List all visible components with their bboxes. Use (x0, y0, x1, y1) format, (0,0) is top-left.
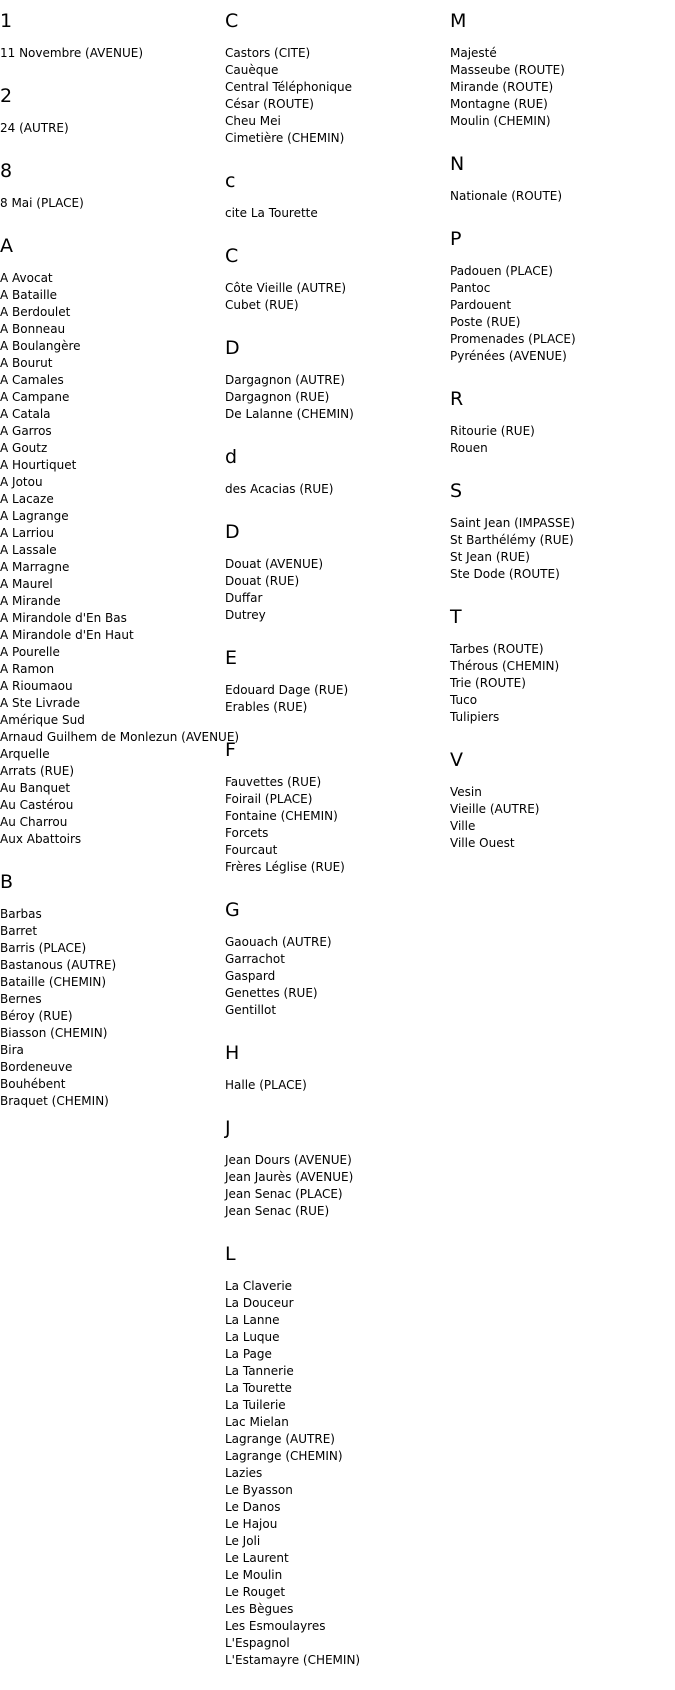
street-item[interactable]: Majesté (450, 46, 497, 60)
street-item[interactable]: Tuco (450, 693, 478, 707)
street-item[interactable]: Cauèque (225, 63, 279, 77)
street-list (225, 280, 437, 314)
letter-group (450, 8, 662, 130)
street-item[interactable]: Bernes (0, 992, 42, 1006)
street-item[interactable]: Ste Dode (ROUTE) (450, 567, 560, 581)
letter-heading: c (225, 170, 236, 192)
street-item[interactable]: Barbas (0, 907, 42, 921)
street-item[interactable]: Gaouach (AUTRE) (225, 935, 332, 949)
street-item[interactable]: Jean Dours (AVENUE) (225, 1153, 352, 1167)
street-item[interactable]: La Tannerie (225, 1364, 294, 1378)
street-item[interactable]: A Lacaze (0, 492, 54, 506)
street-item[interactable]: Ville (450, 819, 476, 833)
letter-group (450, 386, 662, 457)
letter-group (0, 233, 240, 848)
street-item[interactable]: Pardouent (450, 298, 512, 312)
street-item[interactable]: Barris (PLACE) (0, 941, 87, 955)
letter-heading: D (225, 521, 240, 543)
street-list (450, 784, 662, 852)
letter-heading: P (450, 228, 462, 250)
street-item[interactable]: A Rioumaou (0, 679, 73, 693)
street-item[interactable]: Cimetière (CHEMIN) (225, 131, 345, 145)
street-item[interactable]: Le Danos (225, 1500, 281, 1514)
letter-heading: T (450, 606, 462, 628)
letter-heading: G (225, 899, 240, 921)
letter-group (0, 83, 212, 137)
street-item[interactable]: Au Banquet (0, 781, 71, 795)
street-column-2 (225, 8, 437, 1690)
street-item[interactable]: A Marragne (0, 560, 70, 574)
street-item[interactable]: A Camales (0, 373, 64, 387)
street-list (225, 45, 437, 147)
letter-heading: F (225, 739, 236, 761)
letter-group (225, 243, 437, 314)
letter-heading: V (450, 749, 463, 771)
street-item[interactable]: Central Téléphonique (225, 80, 353, 94)
street-item[interactable]: Bordeneuve (0, 1060, 73, 1074)
street-item[interactable]: Moulin (CHEMIN) (450, 114, 551, 128)
street-list (0, 906, 212, 1110)
letter-heading: C (225, 245, 239, 267)
street-item[interactable]: A Ramon (0, 662, 55, 676)
street-item[interactable]: Biasson (CHEMIN) (0, 1026, 108, 1040)
street-list (225, 205, 437, 222)
street-item[interactable]: A Hourtiquet (0, 458, 77, 472)
street-item[interactable]: Foirail (PLACE) (225, 792, 313, 806)
street-item[interactable]: A Maurel (0, 577, 53, 591)
street-item[interactable]: A Boulangère (0, 339, 81, 353)
street-item[interactable]: Lagrange (AUTRE) (225, 1432, 335, 1446)
letter-heading: 2 (0, 85, 13, 107)
street-list (0, 45, 212, 62)
street-item[interactable]: A Jotou (0, 475, 43, 489)
letter-heading: N (450, 153, 465, 175)
street-item[interactable]: A Catala (0, 407, 51, 421)
street-item[interactable]: La Tourette (225, 1381, 292, 1395)
street-list (0, 120, 212, 137)
street-item[interactable]: Cubet (RUE) (225, 298, 299, 312)
street-item[interactable]: Les Esmoulayres (225, 1619, 326, 1633)
street-item[interactable]: Le Byasson (225, 1483, 293, 1497)
street-list (225, 556, 437, 624)
street-item[interactable]: Dargagnon (RUE) (225, 390, 330, 404)
street-item[interactable]: Lac Mielan (225, 1415, 289, 1429)
letter-group (0, 8, 212, 62)
street-item[interactable]: Les Bègues (225, 1602, 294, 1616)
street-item[interactable]: Masseube (ROUTE) (450, 63, 565, 77)
letter-group (0, 158, 212, 212)
street-item[interactable]: A Ste Livrade (0, 696, 80, 710)
street-item[interactable]: A Bataille (0, 288, 58, 302)
street-item[interactable]: Fontaine (CHEMIN) (225, 809, 338, 823)
street-item[interactable]: A Pourelle (0, 645, 60, 659)
street-column-1 (0, 8, 240, 1131)
street-item[interactable]: St Barthélémy (RUE) (450, 533, 574, 547)
street-item[interactable]: A Mirande (0, 594, 61, 608)
street-item[interactable]: Amérique Sud (0, 713, 85, 727)
street-item[interactable]: De Lalanne (CHEMIN) (225, 407, 354, 421)
street-item[interactable]: A Bourut (0, 356, 53, 370)
letter-group (225, 168, 437, 222)
street-item[interactable]: A Larriou (0, 526, 54, 540)
street-column-3 (450, 8, 662, 873)
letter-group (225, 1241, 437, 1669)
street-item[interactable]: Le Hajou (225, 1517, 278, 1531)
street-item[interactable]: Vieille (AUTRE) (450, 802, 540, 816)
street-item[interactable]: Barret (0, 924, 38, 938)
street-list (0, 270, 240, 848)
street-list (450, 641, 662, 726)
street-item[interactable]: Fourcaut (225, 843, 278, 857)
street-item[interactable]: A Campane (0, 390, 70, 404)
street-list (225, 481, 437, 498)
letter-group (225, 8, 437, 147)
street-item[interactable]: 11 Novembre (AVENUE) (0, 46, 143, 60)
letter-heading: E (225, 647, 238, 669)
street-item[interactable]: Thérous (CHEMIN) (450, 659, 560, 673)
letter-heading: A (0, 235, 13, 257)
letter-group (450, 226, 662, 365)
street-item[interactable]: cite La Tourette (225, 206, 318, 220)
street-item[interactable]: Ritourie (RUE) (450, 424, 535, 438)
street-item[interactable]: Jean Senac (RUE) (225, 1204, 330, 1218)
street-item[interactable]: A Mirandole d'En Bas (0, 611, 127, 625)
letter-group (225, 645, 437, 716)
street-item[interactable]: Braquet (CHEMIN) (0, 1094, 109, 1108)
letter-heading: H (225, 1042, 240, 1064)
letter-group (225, 1115, 437, 1220)
street-item[interactable]: Vesin (450, 785, 482, 799)
street-list (225, 774, 437, 876)
street-item[interactable]: L'Espagnol (225, 1636, 290, 1650)
street-item[interactable]: Jean Jaurès (AVENUE) (225, 1170, 354, 1184)
street-item[interactable]: A Mirandole d'En Haut (0, 628, 134, 642)
letter-heading: 1 (0, 10, 13, 32)
street-item[interactable]: Frères Léglise (RUE) (225, 860, 345, 874)
street-item[interactable]: Garrachot (225, 952, 285, 966)
street-item[interactable]: St Jean (RUE) (450, 550, 530, 564)
street-item[interactable]: Aux Abattoirs (0, 832, 82, 846)
street-list (450, 263, 662, 365)
street-item[interactable]: Lagrange (CHEMIN) (225, 1449, 343, 1463)
letter-group (225, 897, 437, 1019)
street-item[interactable]: Dargagnon (AUTRE) (225, 373, 345, 387)
street-list (450, 515, 662, 583)
street-item[interactable]: des Acacias (RUE) (225, 482, 334, 496)
street-list (450, 423, 662, 457)
street-item[interactable]: A Lagrange (0, 509, 69, 523)
street-item[interactable]: 8 Mai (PLACE) (0, 196, 84, 210)
street-item[interactable]: Douat (AVENUE) (225, 557, 323, 571)
street-list (225, 1278, 437, 1669)
street-item[interactable]: La Page (225, 1347, 272, 1361)
street-list (225, 1152, 437, 1220)
street-item[interactable]: Bouhébent (0, 1077, 66, 1091)
street-item[interactable]: Edouard Dage (RUE) (225, 683, 349, 697)
letter-group (225, 444, 437, 498)
street-item[interactable]: La Luque (225, 1330, 280, 1344)
street-list (450, 45, 662, 130)
letter-heading: d (225, 446, 238, 468)
street-item[interactable]: L'Estamayre (CHEMIN) (225, 1653, 361, 1667)
letter-group (450, 747, 662, 852)
letter-heading: J (225, 1117, 231, 1139)
letter-group (225, 737, 437, 876)
street-item[interactable]: Fauvettes (RUE) (225, 775, 322, 789)
street-item[interactable]: Le Moulin (225, 1568, 283, 1582)
street-item[interactable]: Bataille (CHEMIN) (0, 975, 107, 989)
street-item[interactable]: Genettes (RUE) (225, 986, 318, 1000)
street-item[interactable]: Forcets (225, 826, 269, 840)
street-item[interactable]: Dutrey (225, 608, 266, 622)
letter-heading: B (0, 871, 14, 893)
street-item[interactable]: Promenades (PLACE) (450, 332, 576, 346)
street-item[interactable]: A Garros (0, 424, 52, 438)
street-item[interactable]: Le Rouget (225, 1585, 286, 1599)
street-item[interactable]: Trie (ROUTE) (450, 676, 526, 690)
street-item[interactable]: Padouen (PLACE) (450, 264, 553, 278)
street-list (450, 188, 662, 205)
street-item[interactable]: Duffar (225, 591, 263, 605)
street-item[interactable]: César (ROUTE) (225, 97, 314, 111)
street-item[interactable]: Jean Senac (PLACE) (225, 1187, 343, 1201)
street-item[interactable]: Tulipiers (450, 710, 500, 724)
street-item[interactable]: Arrats (RUE) (0, 764, 75, 778)
street-item[interactable]: Arnaud Guilhem de Monlezun (AVENUE) (0, 730, 240, 744)
street-item[interactable]: A Lassale (0, 543, 57, 557)
street-item[interactable]: Erables (RUE) (225, 700, 308, 714)
street-item[interactable]: Le Laurent (225, 1551, 289, 1565)
street-list (225, 1077, 437, 1094)
street-item[interactable]: Cheu Mei (225, 114, 281, 128)
street-item[interactable]: Côte Vieille (AUTRE) (225, 281, 347, 295)
letter-heading: C (225, 10, 239, 32)
street-item[interactable]: La Claverie (225, 1279, 293, 1293)
street-item[interactable]: La Douceur (225, 1296, 294, 1310)
street-item[interactable]: Nationale (ROUTE) (450, 189, 563, 203)
letter-group (225, 1040, 437, 1094)
street-item[interactable]: Pyrénées (AVENUE) (450, 349, 567, 363)
letter-group (225, 335, 437, 423)
street-list (225, 372, 437, 423)
street-item[interactable]: Saint Jean (IMPASSE) (450, 516, 575, 530)
letter-heading: 8 (0, 160, 13, 182)
street-item[interactable]: Gaspard (225, 969, 276, 983)
street-item[interactable]: Au Charrou (0, 815, 68, 829)
street-item[interactable]: Douat (RUE) (225, 574, 300, 588)
letter-heading: D (225, 337, 240, 359)
street-item[interactable]: Mirande (ROUTE) (450, 80, 554, 94)
letter-group (450, 478, 662, 583)
street-item[interactable]: Montagne (RUE) (450, 97, 548, 111)
street-item[interactable]: Gentillot (225, 1003, 277, 1017)
street-item[interactable]: Au Castérou (0, 798, 74, 812)
street-list (225, 682, 437, 716)
letter-heading: R (450, 388, 464, 410)
street-list (0, 195, 212, 212)
street-item[interactable]: A Goutz (0, 441, 48, 455)
street-item[interactable]: Rouen (450, 441, 488, 455)
street-item[interactable]: Castors (CITE) (225, 46, 311, 60)
street-item[interactable]: Le Joli (225, 1534, 261, 1548)
street-item[interactable]: Tarbes (ROUTE) (450, 642, 544, 656)
street-item[interactable]: A Bonneau (0, 322, 66, 336)
letter-heading: M (450, 10, 467, 32)
street-item[interactable]: Arquelle (0, 747, 50, 761)
letter-heading: L (225, 1243, 236, 1265)
street-item[interactable]: A Avocat (0, 271, 53, 285)
letter-heading: S (450, 480, 463, 502)
letter-group (0, 869, 212, 1110)
street-item[interactable]: La Tuilerie (225, 1398, 286, 1412)
street-list (225, 934, 437, 1019)
street-item[interactable]: La Lanne (225, 1313, 280, 1327)
street-item[interactable]: Bira (0, 1043, 24, 1057)
street-item[interactable]: Ville Ouest (450, 836, 515, 850)
street-item[interactable]: Lazies (225, 1466, 263, 1480)
street-item[interactable]: Pantoc (450, 281, 491, 295)
letter-group (450, 604, 662, 726)
street-item[interactable]: Poste (RUE) (450, 315, 521, 329)
street-item[interactable]: Halle (PLACE) (225, 1078, 307, 1092)
street-item[interactable]: A Berdoulet (0, 305, 71, 319)
street-item[interactable]: Béroy (RUE) (0, 1009, 73, 1023)
letter-group (450, 151, 662, 205)
street-item[interactable]: Bastanous (AUTRE) (0, 958, 117, 972)
letter-group (225, 519, 437, 624)
street-item[interactable]: 24 (AUTRE) (0, 121, 69, 135)
